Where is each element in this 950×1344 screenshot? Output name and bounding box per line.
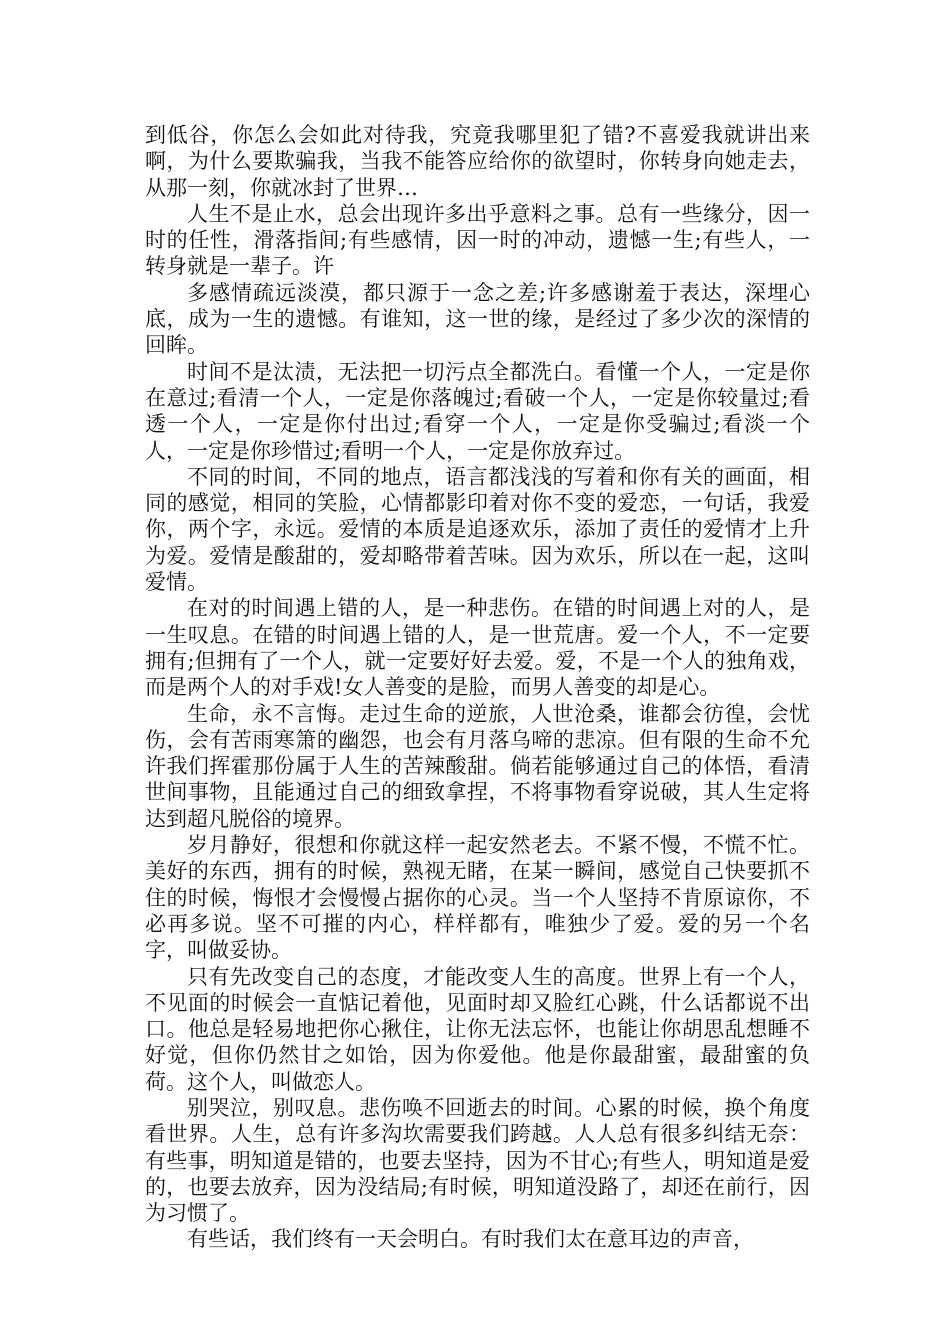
paragraph-9: 只有先改变自己的态度，才能改变人生的高度。世界上有一个人，不见面的时候会一直惦记着他，见面时却又脸红心跳，什么话都说不出口。他总是轻易地把你心揪住，让你无法忘怀，也能让你胡思乱想睡不好觉，但你仍然甘之如饴，因为你爱他。他是你最甜蜜，最甜蜜的负荷。这个人，叫做恋人。 xyxy=(145,964,810,1094)
paragraph-11: 有些话，我们终有一天会明白。有时我们太在意耳边的声音， xyxy=(187,1227,754,1252)
paragraph-10: 别哭泣，别叹息。悲伤唤不回逝去的时间。心累的时候，换个角度看世界。人生，总有许多沟坎需要我们跨越。人人总有很多纠结无奈：有些事，明知道是错的，也要去坚持，因为不甘心;有些人，明知道是爱的，也要去放弃，因为没结局;有时候，明知道没路了，却还在前行，因为习惯了。 xyxy=(145,1095,810,1226)
paragraph-3: 多感情疏远淡漠，都只源于一念之差;许多感谢羞于表达，深埋心底，成为一生的遗憾。有谁知，这一世的缘，是经过了多少次的深情的回眸。 xyxy=(145,280,810,358)
paragraph-4: 时间不是汰渍，无法把一切污点全都洗白。看懂一个人，一定是你在意过;看清一个人，一定是你落魄过;看破一个人，一定是你较量过;看透一个人，一定是你付出过;看穿一个人，一定是你受骗过;看淡一个人，一定是你珍惜过;看明一个人，一定是你放弃过。 xyxy=(145,359,810,463)
paragraph-2: 人生不是止水，总会出现许多出乎意料之事。总有一些缘分，因一时的任性，滑落指间;有些感情，因一时的冲动，遗憾一生;有些人，一转身就是一辈子。许 xyxy=(145,201,810,279)
paragraph-1: 到低谷，你怎么会如此对待我，究竟我哪里犯了错?不喜爱我就讲出来啊，为什么要欺骗我，当我不能答应给你的欲望时，你转身向她走去，从那一刻，你就冰封了世界… xyxy=(145,123,810,200)
paragraph-7: 生命，永不言悔。走过生命的逆旅，人世沧桑，谁都会彷徨，会忧伤，会有苦雨寒箫的幽怨，也会有月落乌啼的悲凉。但有限的生命不允许我们挥霍那份属于人生的苦辣酸甜。倘若能够通过自己的体悟，看清世间事物，且能通过自己的细致拿捏，不将事物看穿说破，其人生定将达到超凡脱俗的境界。 xyxy=(145,701,810,831)
paragraph-6: 在对的时间遇上错的人，是一种悲伤。在错的时间遇上对的人，是一生叹息。在错的时间遇上错的人，是一世荒唐。爱一个人，不一定要拥有;但拥有了一个人，就一定要好好去爱。爱，不是一个人的独角戏，而是两个人的对手戏!女人善变的是脸，而男人善变的却是心。 xyxy=(145,596,810,700)
paragraph-5: 不同的时间，不同的地点，语言都浅浅的写着和你有关的画面，相同的感觉，相同的笑脸，心情都影印着对你不变的爱恋，一句话，我爱你，两个字，永远。爱情的本质是追逐欢乐，添加了责任的爱情才上升为爱。爱情是酸甜的，爱却略带着苦味。因为欢乐，所以在一起，这叫爱情。 xyxy=(145,464,810,595)
document-body xyxy=(145,122,810,1253)
paragraph-8: 岁月静好，很想和你就这样一起安然老去。不紧不慢，不慌不忙。美好的东西，拥有的时候，熟视无睹，在某一瞬间，感觉自己快要抓不住的时候，悔恨才会慢慢占据你的心灵。当一个人坚持不肯原谅你，不必再多说。坚不可摧的内心，样样都有，唯独少了爱。爱的另一个名字，叫做妥协。 xyxy=(145,833,810,963)
